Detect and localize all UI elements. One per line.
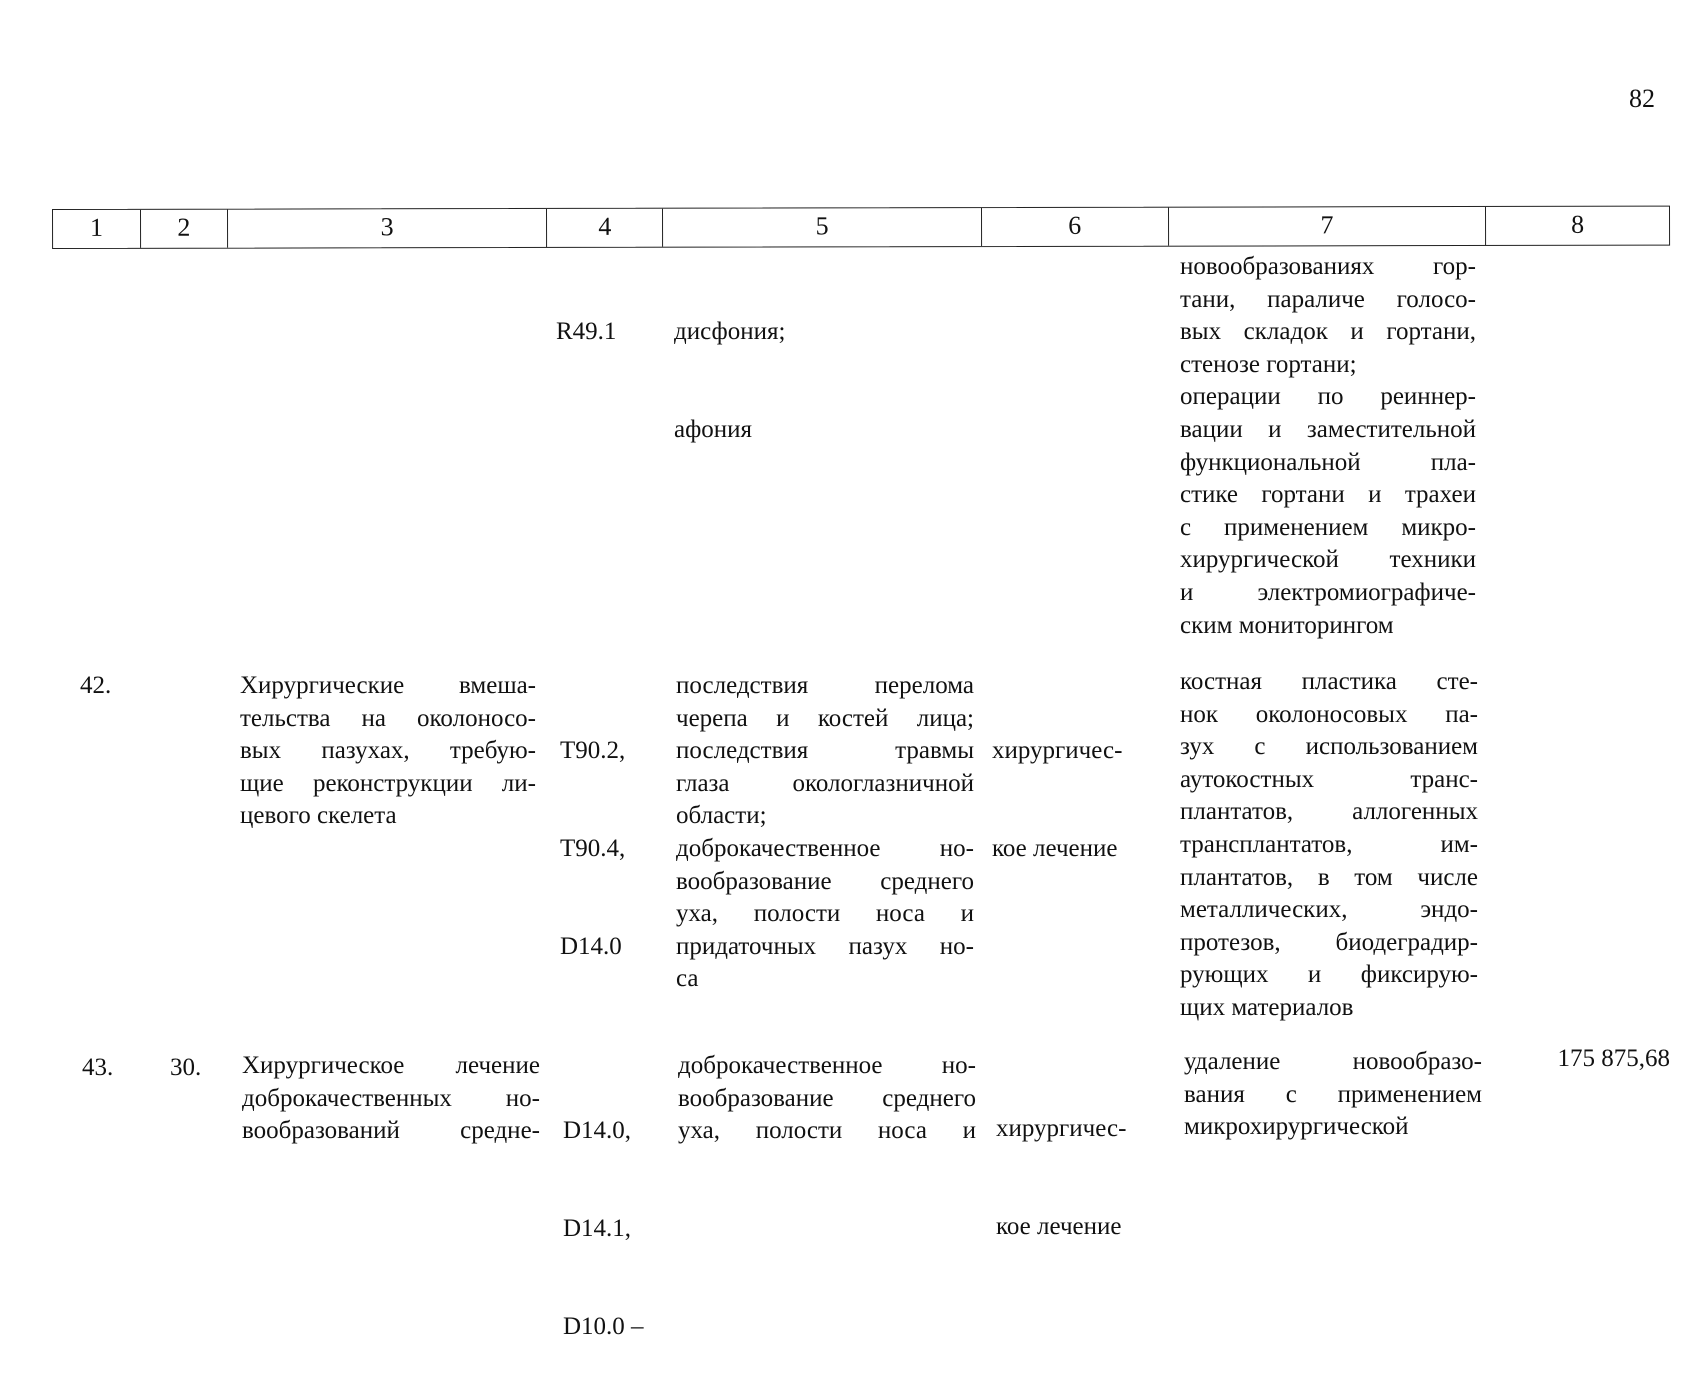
page-number: 82 xyxy=(1629,84,1655,113)
diagnosis-line: дисфония; xyxy=(674,318,786,346)
method-line: вых складок и гортани, xyxy=(1180,318,1476,346)
name-line: Хирургическое лечение xyxy=(242,1052,540,1079)
diagnosis-line: вообразование среднего xyxy=(676,867,974,895)
method-line: хирургической техники xyxy=(1180,546,1476,574)
row-43-name xyxy=(242,1050,540,1148)
method-line: операции по реиннер- xyxy=(1180,383,1476,411)
row-42-diagnosis xyxy=(676,670,974,996)
method-line: плантатов, аллогенных xyxy=(1180,798,1478,826)
code-line: D14.0, xyxy=(563,1117,632,1145)
name-line: щие реконструкции ли- xyxy=(240,769,536,797)
header-col-3: 3 xyxy=(228,209,548,248)
method-line: зух с использованием xyxy=(1180,733,1478,761)
treatment-line: хирургичес- xyxy=(992,737,1123,765)
diagnosis-line: черепа и костей лица; xyxy=(676,704,974,732)
method-line: стике гортани и трахеи xyxy=(1180,481,1476,509)
treatment-line: хирургичес- xyxy=(996,1115,1127,1143)
code-line: D10.0 – xyxy=(563,1312,644,1340)
name-line: тельства на околоносо- xyxy=(240,704,536,732)
continuation-codes xyxy=(556,251,616,381)
table-header-row xyxy=(52,206,1670,249)
row-43-price: 175 875,68 xyxy=(1557,1045,1670,1072)
diagnosis-line: придаточных пазух но- xyxy=(676,932,974,960)
method-line: металлических, эндо- xyxy=(1180,896,1478,924)
treatment-line: кое лечение xyxy=(992,834,1118,862)
method-line: ским мониторингом xyxy=(1180,611,1394,639)
name-line: Хирургические вмеша- xyxy=(240,672,536,699)
code-line: D14.0 xyxy=(560,932,622,960)
method-line: микрохирургической xyxy=(1184,1113,1409,1141)
diagnosis-line: доброкачественное но- xyxy=(678,1052,976,1079)
method-line: вания с применением xyxy=(1184,1080,1482,1108)
method-line: рующих и фиксирую- xyxy=(1180,961,1478,989)
diagnosis-line: са xyxy=(676,965,699,993)
diagnosis-line: афония xyxy=(674,415,753,443)
diagnosis-line: вообразование среднего xyxy=(678,1084,976,1112)
name-line: доброкачественных но- xyxy=(242,1084,540,1112)
diagnosis-line: последствия травмы xyxy=(676,737,974,765)
method-line: функциональной пла- xyxy=(1180,448,1476,476)
header-col-5: 5 xyxy=(663,208,982,247)
diagnosis-line: последствия перелома xyxy=(676,672,974,699)
continuation-diagnosis xyxy=(674,251,785,479)
diagnosis-line: глаза окологлазничной xyxy=(676,769,974,797)
row-42-name xyxy=(240,670,536,833)
method-line: тани, параличе голосо- xyxy=(1180,285,1476,313)
row-43-diagnosis xyxy=(678,1050,976,1148)
row-42-method xyxy=(1180,666,1478,1025)
row-42-codes xyxy=(560,670,625,996)
method-line: плантатов, в том числе xyxy=(1180,863,1478,891)
code-line: D14.1, xyxy=(563,1214,632,1242)
method-line: аутокостных транс- xyxy=(1180,765,1478,793)
name-line: вых пазухах, требую- xyxy=(240,737,536,765)
name-line: цевого скелета xyxy=(240,802,397,830)
treatment-line: кое лечение xyxy=(996,1212,1122,1240)
method-line: протезов, биодеградир- xyxy=(1180,928,1478,956)
name-line: вообразований средне- xyxy=(242,1117,540,1145)
method-line: костная пластика сте- xyxy=(1180,668,1478,695)
row-43-codes xyxy=(563,1050,644,1376)
method-line: щих материалов xyxy=(1180,993,1354,1021)
header-col-6: 6 xyxy=(982,208,1169,246)
header-col-4: 4 xyxy=(547,209,663,247)
method-line: вации и заместительной xyxy=(1180,415,1476,443)
code-line: T90.4, xyxy=(560,834,626,862)
row-43-number: 43. xyxy=(82,1054,114,1081)
diagnosis-line: уха, полости носа и xyxy=(676,900,974,928)
method-line: трансплантатов, им- xyxy=(1180,830,1478,858)
code-line: T90.2, xyxy=(560,737,626,765)
code-line: R49.1 xyxy=(556,318,617,346)
method-line: и электромиографиче- xyxy=(1180,578,1476,606)
row-43-method xyxy=(1184,1046,1482,1144)
method-line: стенозе гортани; xyxy=(1180,350,1357,378)
row-43-treatment xyxy=(996,1048,1126,1276)
header-col-8: 8 xyxy=(1571,209,1585,239)
header-col-1: 1 xyxy=(53,210,141,248)
header-col-2: 2 xyxy=(141,210,228,248)
row-43-group: 30. xyxy=(170,1054,202,1081)
header-col-7: 7 xyxy=(1169,207,1487,246)
diagnosis-line: области; xyxy=(676,802,767,830)
method-line: новообразованиях гор- xyxy=(1180,253,1476,280)
row-42-number: 42. xyxy=(80,672,112,699)
continuation-method xyxy=(1180,251,1476,642)
diagnosis-line: доброкачественное но- xyxy=(676,834,974,862)
method-line: нок околоносовых па- xyxy=(1180,700,1478,728)
diagnosis-line: уха, полости носа и xyxy=(678,1117,976,1145)
method-line: с применением микро- xyxy=(1180,513,1476,541)
row-42-treatment xyxy=(992,670,1122,898)
method-line: удаление новообразо- xyxy=(1184,1048,1482,1075)
